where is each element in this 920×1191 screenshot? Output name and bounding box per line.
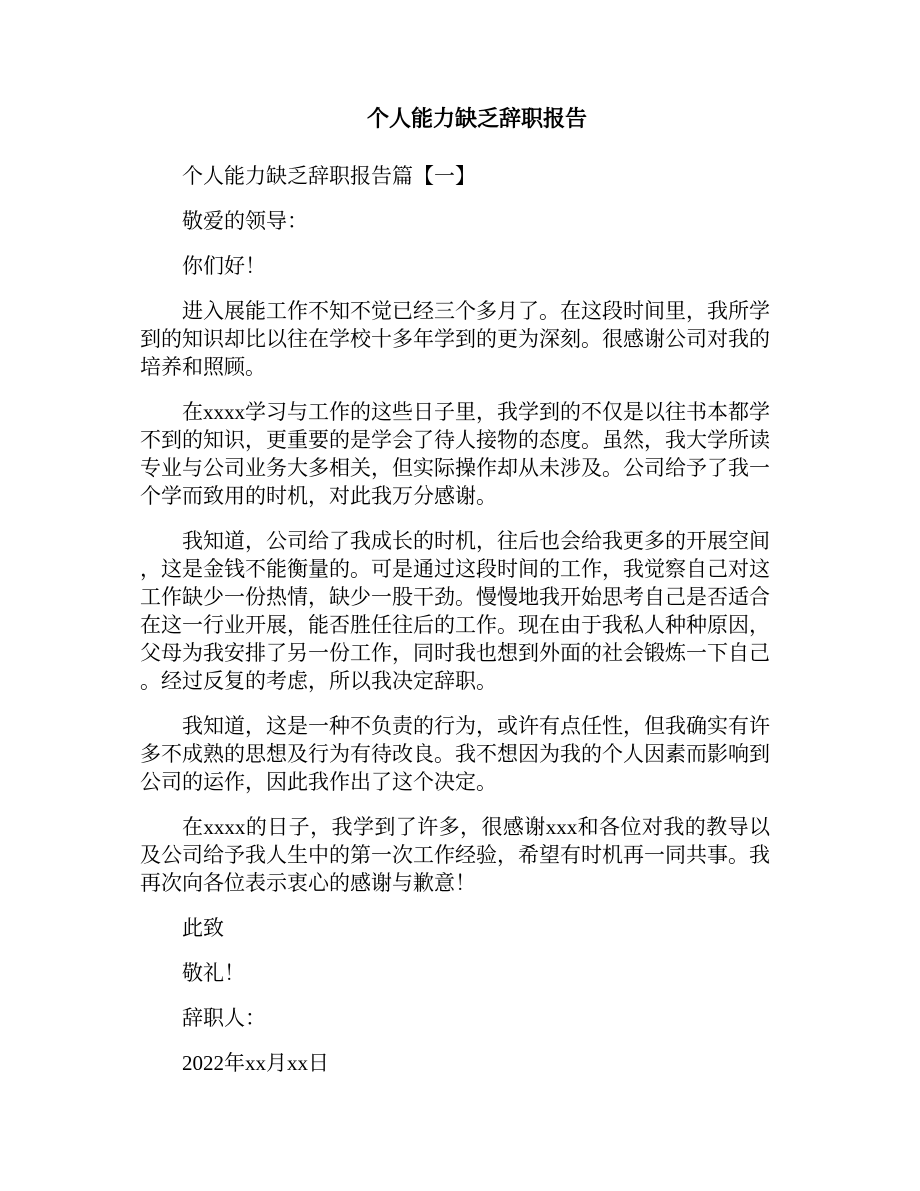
signature-label: 辞职人：: [182, 1006, 266, 1030]
salutation: 敬爱的领导：: [182, 209, 308, 233]
document-title: 个人能力缺乏辞职报告: [366, 106, 587, 131]
closing-phrase: 此致: [182, 916, 224, 940]
body-paragraph: 我知道，这是一种不负责的行为，或许有点任性，但我确实有许多不成熟的思想及行为有待改良。我不想因为我的个人因素而影响到公司的运作，因此我作出了这个决定。: [140, 714, 770, 794]
body-paragraph: 在xxxx学习与工作的这些日子里，我学到的不仅是以往书本都学不到的知识，更重要的是学会了待人接物的态度。虽然，我大学所读专业与公司业务大多相关，但实际操作却从未涉及。公司给予了我一个学而致用的时机，对此我万分感谢。: [140, 400, 770, 508]
closing-salute: 敬礼！: [182, 961, 245, 985]
body-paragraph: 进入展能工作不知不觉已经三个多月了。在这段时间里，我所学到的知识却比以往在学校十多年学到的更为深刻。很感谢公司对我的培养和照顾。: [140, 299, 770, 379]
date-line: 2022年xx月xx日: [182, 1051, 329, 1075]
body-paragraph: 在xxxx的日子，我学到了许多，很感谢xxx和各位对我的教导以及公司给予我人生中的第一次工作经验，希望有时机再一同共事。我再次向各位表示衷心的感谢与歉意！: [140, 815, 770, 895]
body-paragraph: 我知道，公司给了我成长的时机，往后也会给我更多的开展空间，这是金钱不能衡量的。可是通过这段时间的工作，我觉察自己对这工作缺少一份热情，缺少一股干劲。慢慢地我开始思考自己是否适合在这一行业开展，能否胜任往后的工作。现在由于我私人种种原因，父母为我安排了另一份工作，同时我也想到外面的社会锻炼一下自己。经过反复的考虑，所以我决定辞职。: [140, 529, 770, 693]
greeting: 你们好！: [182, 254, 266, 278]
section-heading: 个人能力缺乏辞职报告篇【一】: [182, 164, 476, 188]
